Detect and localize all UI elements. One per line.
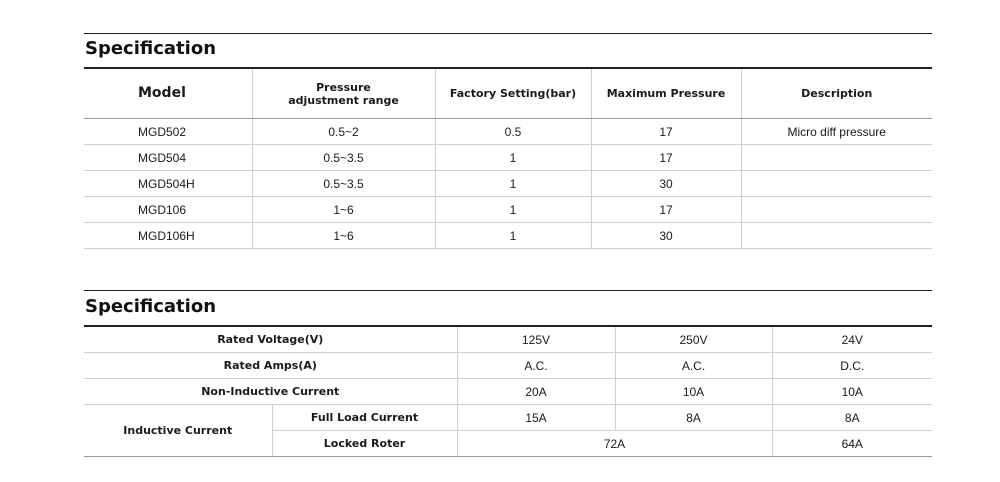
table-row <box>84 405 932 431</box>
row-label-non-inductive: Non-Inductive Current <box>84 379 457 405</box>
section-title: Specification <box>85 296 217 317</box>
cell-description <box>741 171 932 197</box>
cell-factory: 1 <box>435 197 591 223</box>
cell-model: MGD106 <box>84 197 252 223</box>
cell-description: Micro diff pressure <box>741 119 932 145</box>
header-max-pressure: Maximum Pressure <box>591 69 741 119</box>
table-row <box>84 327 932 353</box>
table-row <box>84 171 932 197</box>
section-top-rule <box>84 33 932 34</box>
cell-max: 17 <box>591 119 741 145</box>
cell-value: 64A <box>772 431 932 457</box>
header-pressure-range <box>252 69 435 119</box>
cell-range: 1~6 <box>252 197 435 223</box>
cell-range: 0.5~3.5 <box>252 145 435 171</box>
table-header-row <box>84 69 932 119</box>
cell-value: 8A <box>772 405 932 431</box>
row-sublabel-locked-rotor: Locked Roter <box>272 431 457 457</box>
cell-model: MGD504H <box>84 171 252 197</box>
cell-value: A.C. <box>457 353 615 379</box>
cell-factory: 0.5 <box>435 119 591 145</box>
cell-factory: 1 <box>435 171 591 197</box>
cell-value: A.C. <box>615 353 772 379</box>
cell-value: D.C. <box>772 353 932 379</box>
header-pressure-line2: adjustment range <box>288 93 399 107</box>
table-row <box>84 223 932 249</box>
cell-range: 0.5~3.5 <box>252 171 435 197</box>
row-sublabel-full-load: Full Load Current <box>272 405 457 431</box>
cell-value: 125V <box>457 327 615 353</box>
cell-value: 10A <box>772 379 932 405</box>
cell-value-merged: 72A <box>457 431 772 457</box>
header-factory-setting: Factory Setting(bar) <box>435 69 591 119</box>
cell-range: 0.5~2 <box>252 119 435 145</box>
table-row <box>84 353 932 379</box>
cell-description <box>741 223 932 249</box>
cell-value: 24V <box>772 327 932 353</box>
electrical-spec-table <box>84 327 932 457</box>
cell-max: 30 <box>591 223 741 249</box>
model-spec-table <box>84 69 932 249</box>
table-row <box>84 119 932 145</box>
table-row <box>84 379 932 405</box>
cell-model: MGD502 <box>84 119 252 145</box>
cell-model: MGD504 <box>84 145 252 171</box>
cell-value: 20A <box>457 379 615 405</box>
row-label-inductive: Inductive Current <box>84 405 272 457</box>
cell-max: 17 <box>591 197 741 223</box>
row-label-rated-voltage: Rated Voltage(V) <box>84 327 457 353</box>
cell-description <box>741 145 932 171</box>
cell-factory: 1 <box>435 223 591 249</box>
header-pressure-line1: Pressure <box>316 80 371 94</box>
cell-value: 15A <box>457 405 615 431</box>
cell-factory: 1 <box>435 145 591 171</box>
cell-value: 10A <box>615 379 772 405</box>
header-model: Model <box>84 69 252 119</box>
cell-range: 1~6 <box>252 223 435 249</box>
table-row <box>84 197 932 223</box>
section-title: Specification <box>85 38 217 59</box>
table-row <box>84 145 932 171</box>
row-label-rated-amps: Rated Amps(A) <box>84 353 457 379</box>
header-description: Description <box>741 69 932 119</box>
cell-value: 8A <box>615 405 772 431</box>
cell-model: MGD106H <box>84 223 252 249</box>
cell-max: 30 <box>591 171 741 197</box>
cell-max: 17 <box>591 145 741 171</box>
cell-description <box>741 197 932 223</box>
cell-value: 250V <box>615 327 772 353</box>
section-top-rule <box>84 290 932 291</box>
